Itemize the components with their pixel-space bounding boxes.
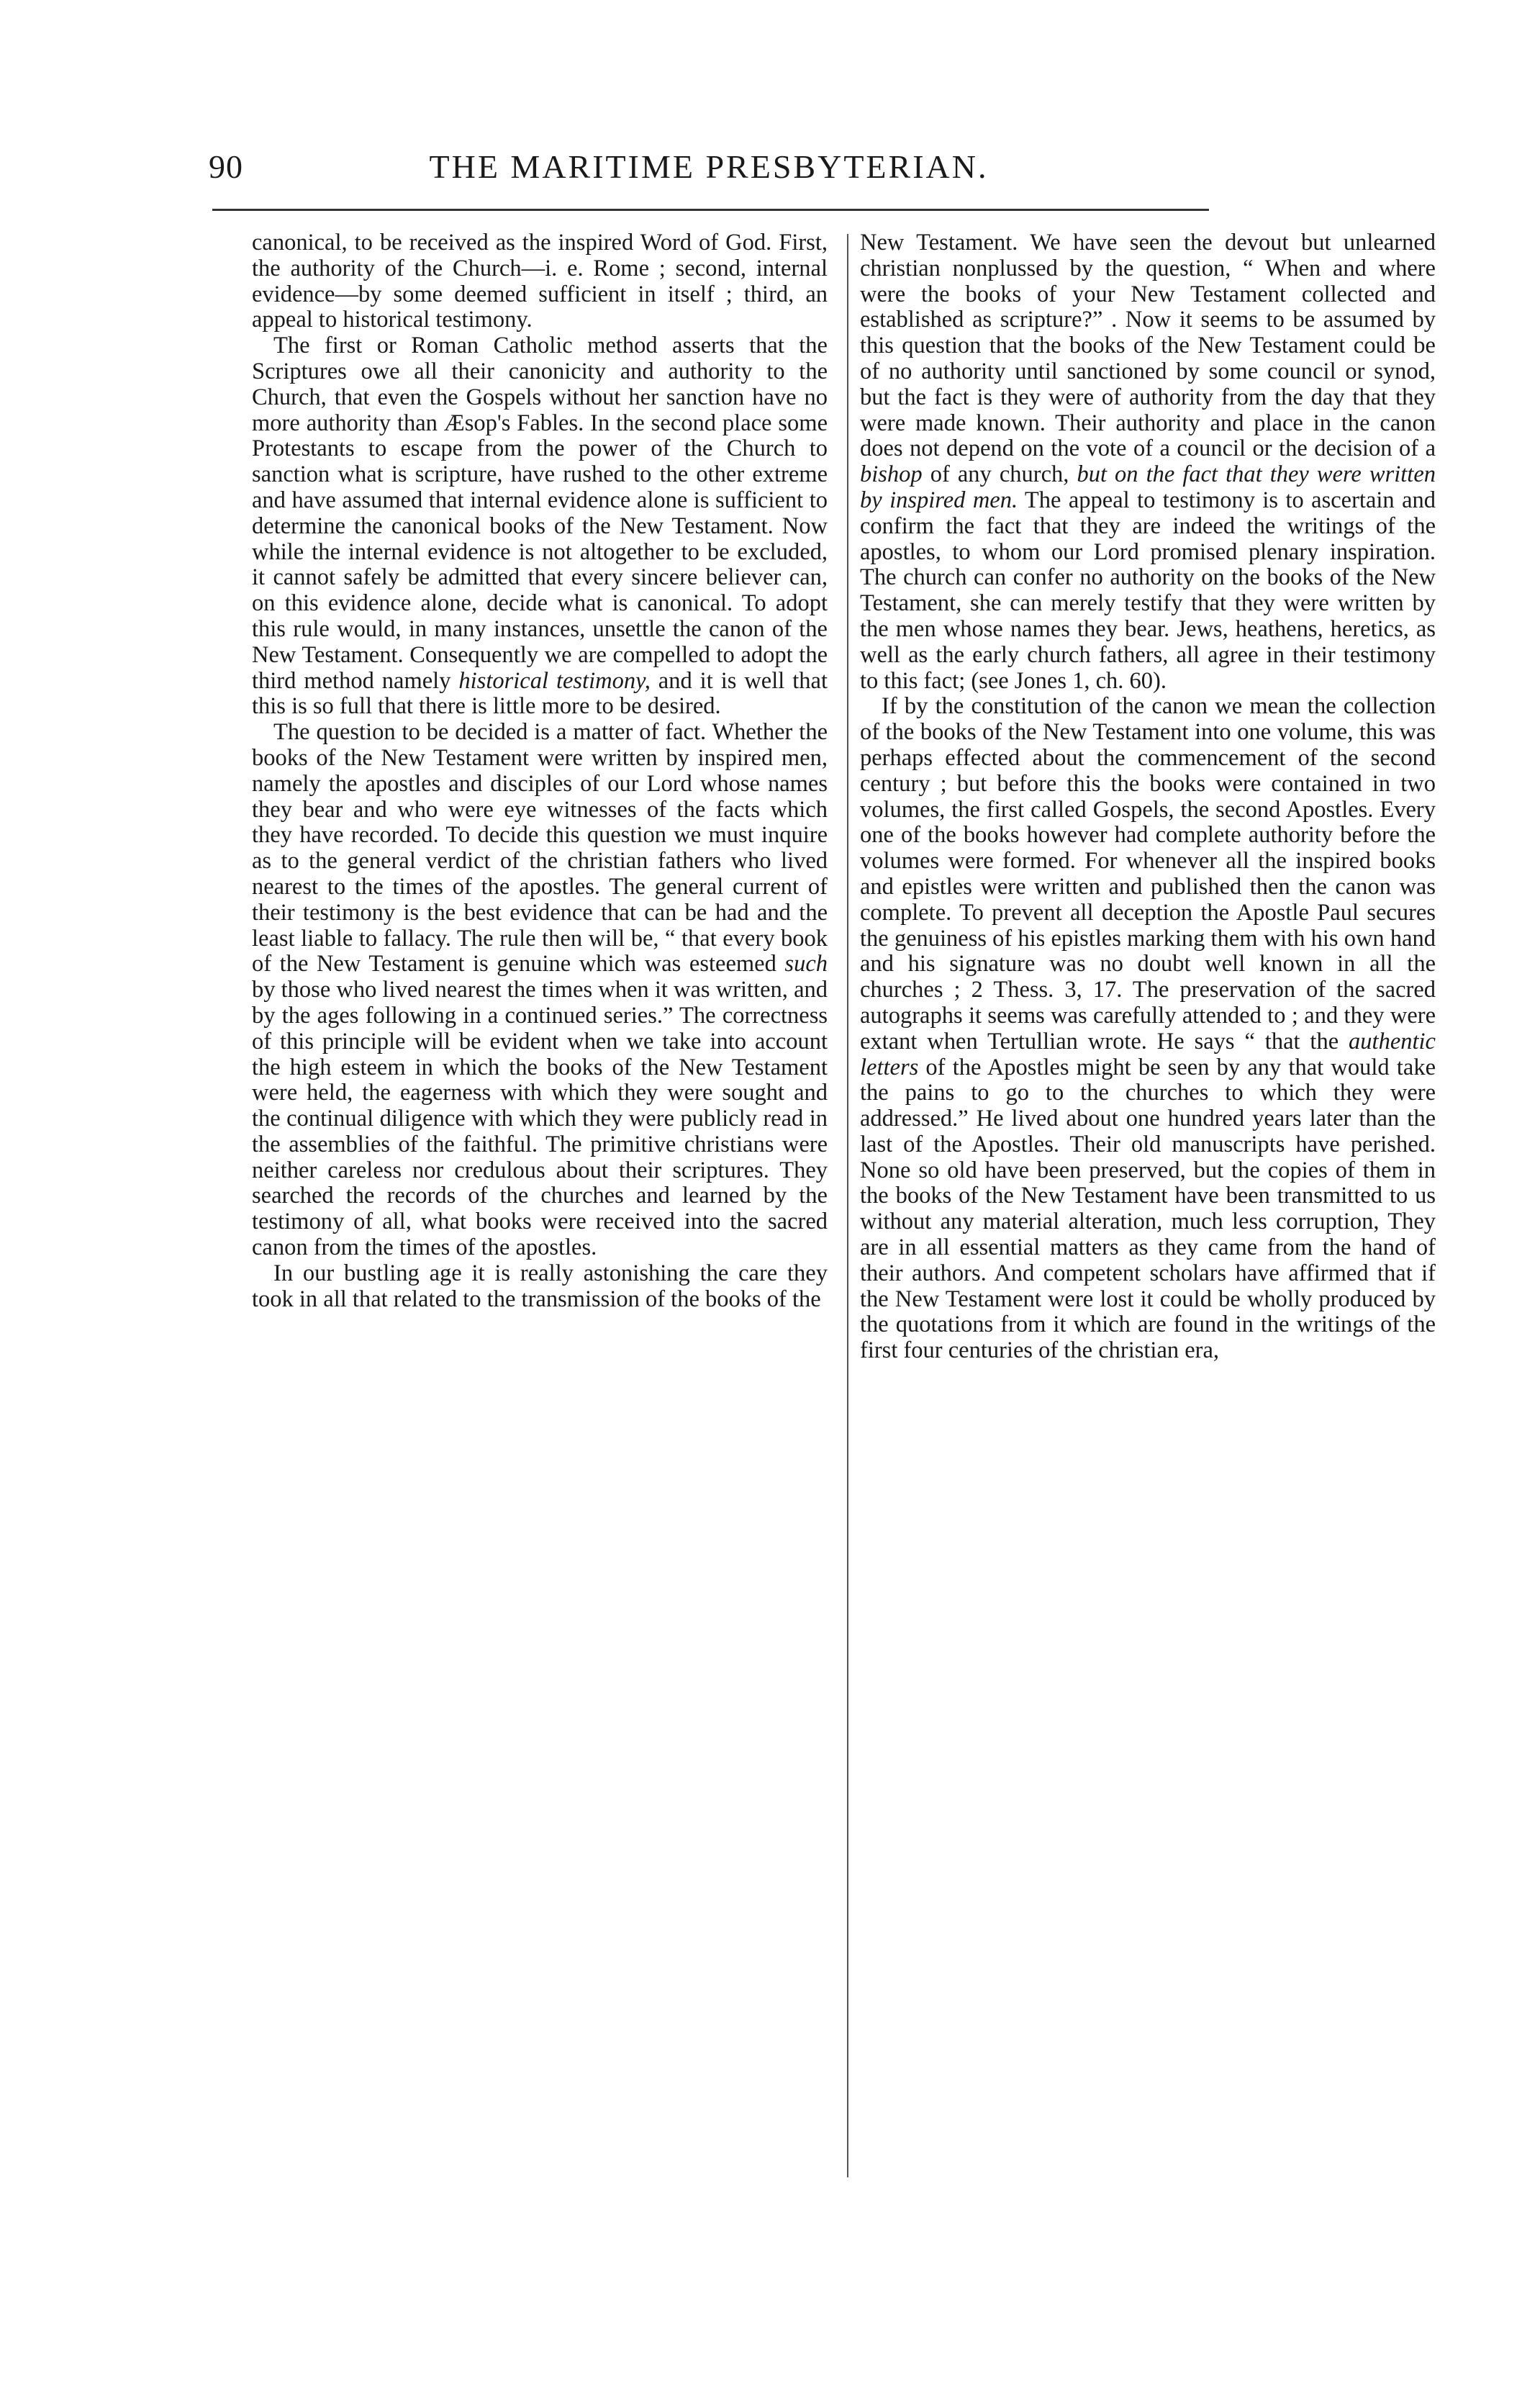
paragraph	[252, 230, 828, 333]
page-number: 90	[209, 148, 243, 185]
paragraph	[252, 720, 828, 1261]
italic-text: bishop	[860, 461, 923, 488]
text-run: New Testament. We have seen the devout but unlearned christian nonplussed by the question, “ When and where were the books of your New Testament collected and established as scripture?” . Now it seems to be assumed by this question that the books of the New Testament could be of no authority until sanctioned by some council or synod, but the fact is they were of authority from the day that they were made known. Their authority and place in the canon does not depend on the vote of a council or the decision of a	[860, 230, 1436, 462]
text-run: The first or Roman Catholic method asserts that the Scriptures owe all their canonicity and authority to the Church, that even the Gospels without her sanction have no more authority than Æsop's Fables. In the second place some Protestants to escape from the power of the Church to sanction what is scripture, have rushed to the other extreme and have assumed that internal evidence alone is sufficient to determine the canonical books of the New Testament. Now while the internal evidence is not altogether to be excluded, it cannot safely be admitted that every sincere believer can, on this evidence alone, decide what is canonical. To adopt this rule would, in many instances, unsettle the canon of the New Testament. Consequently we are compelled to adopt the third method namely	[252, 333, 828, 694]
italic-text: such	[784, 951, 828, 977]
running-title: THE MARITIME PRESBYTERIAN.	[429, 148, 989, 185]
text-run: In our bustling age it is really astonishing the care they took in all that related to the transmission of the books of the	[252, 1260, 828, 1312]
italic-text: historical testimony,	[458, 667, 651, 694]
italic-text: but on the fact that they were written by inspired men.	[860, 461, 1436, 513]
paragraph	[252, 1261, 828, 1313]
page-header	[209, 148, 1209, 191]
left-column	[252, 230, 828, 1312]
text-run: If by the constitution of the canon we mean the collection of the books of the New Testament into one volume, this was perhaps effected about the commencement of the second century ; but before this the books were contained in two volumes, the first called Gospels, the second Apostles. Every one of the books however had complete authority before the volumes were formed. For whenever all the inspired books and epistles were written and published then the canon was complete. To prevent all deception the Apostle Paul secures the genuiness of his epistles marking them with his own hand and his signature was no doubt well known in all the churches ; 2 Thess. 3, 17. The preservation of the sacred autographs it seems was carefully attended to ; and they were extant when Tertullian wrote. He says “ that the	[860, 693, 1436, 1054]
paragraph	[860, 230, 1436, 694]
paragraph	[252, 333, 828, 720]
text-run: of the Apostles might be seen by any that would take the pains to go to the churches to which they were addressed.” He lived about one hundred years later than the last of the Apostles. Their old manuscripts have perished. None so old have been preserved, but the copies of them in the books of the New Testament have been transmitted to us without any material alteration, much less corruption, They are in all essential matters as they came from the hand of their authors. And competent scholars have affirmed that if the New Testament were lost it could be wholly produced by the quotations from it which are found in the writings of the first four centuries of the christian era,	[860, 1054, 1436, 1364]
text-run: and it is well that this is so full that there is little more to be desired.	[252, 667, 828, 720]
text-run: of any church,	[922, 461, 1077, 488]
right-column	[860, 230, 1436, 1364]
paragraph	[860, 694, 1436, 1364]
text-run: canonical, to be received as the inspired Word of God. First, the authority of the Church—i. e. Rome ; second, internal evidence—by some deemed sufficient in itself ; third, an appeal to historical testimony.	[252, 230, 828, 333]
header-rule	[212, 209, 1209, 211]
text-run: The question to be decided is a matter of fact. Whether the books of the New Testament were written by inspired men, namely the apostles and disciples of our Lord whose names they bear and who were eye witnesses of the facts which they have recorded. To decide this question we must inquire as to the general verdict of the christian fathers who lived nearest to the times of the apostles. The general current of their testimony is the best evidence that can be had and the least liable to fallacy. The rule then will be, “ that every book of the New Testament is genuine which was esteemed	[252, 719, 828, 977]
italic-text: authentic letters	[860, 1028, 1436, 1080]
column-divider	[847, 234, 848, 2177]
text-run: by those who lived nearest the times when it was written, and by the ages following in a continued series.” The correctness of this principle will be evident when we take into account the high esteem in which the books of the New Testament were held, the eagerness with which they were sought and the continual diligence with which they were publicly read in the assemblies of the faithful. The primitive christians were neither careless nor credulous about their scriptures. They searched the records of the churches and learned by the testimony of all, what books were received into the sacred canon from the times of the apostles.	[252, 977, 828, 1261]
text-run: The appeal to testimony is to ascertain and confirm the fact that they are indeed the writings of the apostles, to whom our Lord promised plenary inspiration. The church can confer no authority on the books of the New Testament, she can merely testify that they were written by the men whose names they bear. Jews, heathens, heretics, as well as the early church fathers, all agree in their testimony to this fact; (see Jones 1, ch. 60).	[860, 487, 1436, 694]
